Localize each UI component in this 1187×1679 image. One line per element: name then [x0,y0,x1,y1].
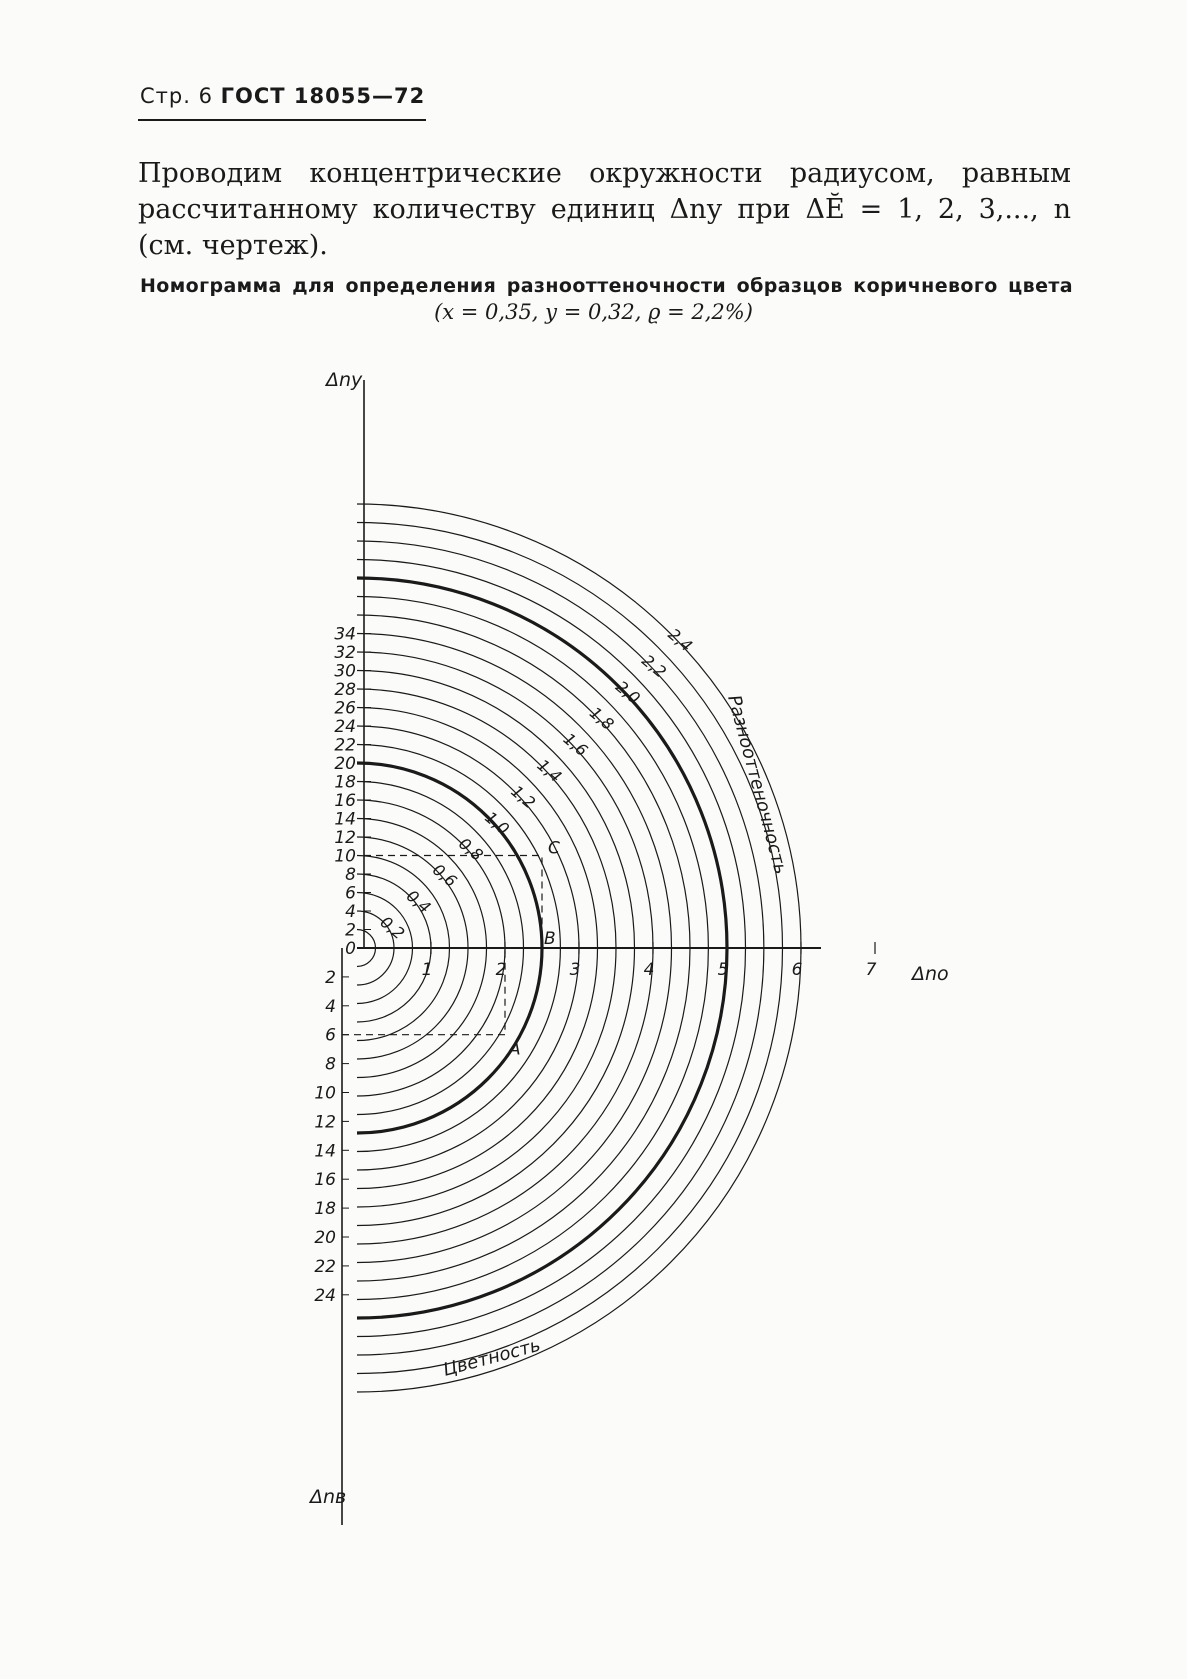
tick-right-label: 7 [865,960,877,980]
tick-bottom-label: 10 [314,1083,336,1104]
tick-top-label: 32 [334,643,356,663]
circle-value-label: 2,0 [612,676,644,708]
circle-value-label: 1,4 [533,755,566,787]
circle-value-label: 0,2 [376,912,409,944]
tick-top-label: 30 [334,661,356,682]
figure-params: (x = 0,35, y = 0,32, ϱ = 2,2%) [434,300,753,324]
tick-top-label: 10 [334,846,356,867]
circle-value-label: 0,6 [428,860,461,891]
tick-bottom-label: 20 [314,1228,336,1248]
tick-top-label: 6 [345,883,356,904]
tick-top-label: 18 [334,772,356,793]
tick-right-label: 6 [791,960,803,980]
circle-value-label: 1,6 [559,729,592,761]
tick-right-label: 4 [643,960,655,980]
axis-label-bottom: Δnв [310,1486,347,1508]
tick-top-label: 20 [334,754,356,774]
tick-top-label: 28 [334,680,356,700]
tick-bottom-label: 16 [314,1170,336,1191]
tick-right-label: 2 [495,960,507,980]
circle-value-label: 1,8 [585,703,618,734]
tick-top-label: 26 [334,698,356,719]
tick-bottom-label: 2 [325,967,336,988]
circle-value-label: 0,4 [402,886,435,918]
axis-label-right: Δnо [912,963,949,985]
tick-top-label: 12 [334,828,356,848]
tick-top-label: 14 [334,809,356,830]
circle-value-label: 2,2 [638,650,670,682]
tick-bottom-label: 22 [314,1256,336,1277]
tick-top-label: 16 [334,791,356,811]
tick-top-label: 4 [345,902,356,922]
tick-top-label: 8 [345,865,356,885]
circle-value-label: 2,4 [664,624,697,656]
page-number: Стр. 6 [140,84,213,108]
tick-right-label: 1 [421,960,433,980]
tick-bottom-label: 4 [325,996,336,1017]
tick-right-label: 5 [717,960,729,980]
tick-top-label: 24 [334,717,356,737]
circle-value-label: 1,2 [507,781,540,813]
tick-bottom-label: 18 [314,1199,336,1220]
axes [342,380,821,1525]
circle-value-label: 1,0 [481,807,513,839]
point-label-b: B [544,929,556,949]
point-label-a: A [509,1039,521,1060]
curve-label-hue-difference: Разнооттеночность [723,692,792,877]
point-label-c: C [548,838,560,859]
body-paragraph: Проводим концентрические окружности радиусом, равным рассчитанному количеству единиц Δnу при ΔĔ = 1, 2, 3,..., n (см. чертеж). [138,158,1071,261]
curve-label-chromaticity: Цветность [440,1334,543,1381]
tick-bottom-label: 14 [314,1141,336,1162]
tick-bottom-label: 8 [325,1054,336,1075]
figure-title: Номограмма для определения разнооттеночности образцов коричневого цвета [140,275,1073,297]
circle-value-label: 0,8 [455,833,487,865]
axis-label-top: Δnу [326,369,363,391]
tick-top-label: 2 [345,920,356,941]
tick-top-label: 34 [334,624,356,645]
tick-right-label: 3 [569,960,581,980]
tick-bottom-label: 24 [314,1285,336,1306]
tick-top-label: 22 [334,735,356,756]
tick-bottom-label: 6 [325,1025,336,1046]
tick-bottom-label: 12 [314,1112,336,1133]
tick-top-label: 0 [345,939,356,959]
standard-number: ГОСТ 18055—72 [220,84,426,108]
